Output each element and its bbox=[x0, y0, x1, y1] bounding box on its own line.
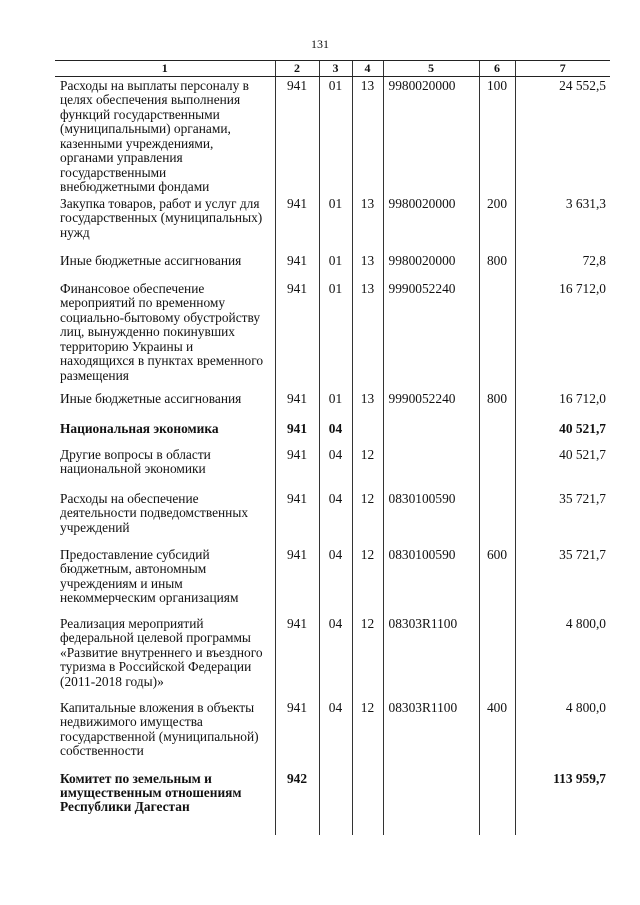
row-expense-type bbox=[479, 770, 515, 835]
row-expense-type: 400 bbox=[479, 699, 515, 770]
row-expense-type bbox=[479, 446, 515, 490]
row-name: Иные бюджетные ассигнования bbox=[60, 252, 242, 268]
row-ministry: 941 bbox=[275, 446, 319, 490]
row-subsection: 13 bbox=[352, 252, 383, 280]
table-row bbox=[55, 770, 610, 835]
row-target: 0830100590 bbox=[383, 490, 479, 546]
row-name: Национальная экономика bbox=[60, 420, 219, 436]
header-col-6: 6 bbox=[479, 61, 515, 77]
row-amount: 35 721,7 bbox=[515, 490, 610, 546]
row-ministry: 941 bbox=[275, 76, 319, 195]
row-amount: 4 800,0 bbox=[515, 615, 610, 699]
table-row bbox=[55, 280, 610, 390]
row-subsection: 12 bbox=[352, 546, 383, 615]
page-number: 131 bbox=[311, 37, 329, 51]
table-row bbox=[55, 195, 610, 252]
row-section bbox=[319, 770, 352, 835]
row-amount: 24 552,5 bbox=[515, 76, 610, 195]
row-amount: 72,8 bbox=[515, 252, 610, 280]
row-name: Капитальные вложения в объекты недвижимого имущества государственной (муниципальной) собственности bbox=[60, 699, 259, 758]
header-col-7: 7 bbox=[515, 61, 610, 77]
row-expense-type bbox=[479, 420, 515, 446]
row-target: 08303R1100 bbox=[383, 699, 479, 770]
row-target bbox=[383, 770, 479, 835]
row-section: 01 bbox=[319, 390, 352, 420]
row-section: 04 bbox=[319, 446, 352, 490]
row-amount: 3 631,3 bbox=[515, 195, 610, 252]
row-ministry: 941 bbox=[275, 420, 319, 446]
row-subsection: 12 bbox=[352, 615, 383, 699]
row-amount: 35 721,7 bbox=[515, 546, 610, 615]
row-amount: 16 712,0 bbox=[515, 280, 610, 390]
row-section: 04 bbox=[319, 420, 352, 446]
row-target: 9980020000 bbox=[383, 252, 479, 280]
table-row bbox=[55, 615, 610, 699]
row-amount: 40 521,7 bbox=[515, 420, 610, 446]
row-expense-type: 800 bbox=[479, 252, 515, 280]
row-subsection: 13 bbox=[352, 76, 383, 195]
table-row bbox=[55, 446, 610, 490]
table-row bbox=[55, 546, 610, 615]
row-ministry: 941 bbox=[275, 252, 319, 280]
row-subsection bbox=[352, 770, 383, 835]
row-name: Финансовое обеспечение мероприятий по временному социально-бытовому обустройству лиц, вынужденно покинувших территорию Украины и находящихся в пунктах временного размещения bbox=[60, 280, 264, 383]
header-col-5: 5 bbox=[383, 61, 479, 77]
table-row bbox=[55, 699, 610, 770]
row-subsection bbox=[352, 420, 383, 446]
row-target bbox=[383, 420, 479, 446]
header-col-2: 2 bbox=[275, 61, 319, 77]
row-expense-type bbox=[479, 490, 515, 546]
row-amount: 113 959,7 bbox=[515, 770, 610, 835]
row-name: Иные бюджетные ассигнования bbox=[60, 390, 242, 406]
row-subsection: 13 bbox=[352, 280, 383, 390]
row-expense-type bbox=[479, 280, 515, 390]
row-name: Реализация мероприятий федеральной целевой программы «Развитие внутреннего и въездного туризма в Российской Федерации (2011-2018 годы)» bbox=[60, 615, 263, 689]
row-section: 04 bbox=[319, 490, 352, 546]
row-ministry: 941 bbox=[275, 546, 319, 615]
header-col-4: 4 bbox=[352, 61, 383, 77]
row-name: Расходы на выплаты персоналу в целях обеспечения выполнения функций государственными (муниципальными) органами, казенными учреждениями, органами управления государственными внебюджетными фондами bbox=[60, 77, 249, 194]
row-ministry: 941 bbox=[275, 280, 319, 390]
row-section: 01 bbox=[319, 252, 352, 280]
row-amount: 40 521,7 bbox=[515, 446, 610, 490]
row-expense-type: 100 bbox=[479, 76, 515, 195]
row-target: 9980020000 bbox=[383, 195, 479, 252]
budget-table bbox=[55, 60, 610, 835]
row-expense-type: 200 bbox=[479, 195, 515, 252]
row-name: Закупка товаров, работ и услуг для государственных (муниципальных) нужд bbox=[60, 195, 263, 240]
row-expense-type bbox=[479, 615, 515, 699]
table-row bbox=[55, 490, 610, 546]
row-name: Расходы на обеспечение деятельности подведомственных учреждений bbox=[60, 490, 249, 535]
row-amount: 16 712,0 bbox=[515, 390, 610, 420]
row-target: 08303R1100 bbox=[383, 615, 479, 699]
row-expense-type: 600 bbox=[479, 546, 515, 615]
row-section: 01 bbox=[319, 280, 352, 390]
row-subsection: 12 bbox=[352, 446, 383, 490]
row-section: 01 bbox=[319, 76, 352, 195]
row-name: Другие вопросы в области национальной экономики bbox=[60, 446, 211, 476]
row-ministry: 941 bbox=[275, 699, 319, 770]
row-ministry: 942 bbox=[275, 770, 319, 835]
header-col-3: 3 bbox=[319, 61, 352, 77]
table-row bbox=[55, 390, 610, 420]
row-expense-type: 800 bbox=[479, 390, 515, 420]
row-ministry: 941 bbox=[275, 490, 319, 546]
row-subsection: 13 bbox=[352, 390, 383, 420]
row-ministry: 941 bbox=[275, 390, 319, 420]
row-target: 9990052240 bbox=[383, 280, 479, 390]
header-col-1: 1 bbox=[55, 61, 275, 77]
row-subsection: 12 bbox=[352, 490, 383, 546]
table-row bbox=[55, 76, 610, 195]
row-target: 0830100590 bbox=[383, 546, 479, 615]
row-name: Комитет по земельным и имущественным отношениям Республики Дагестан bbox=[60, 770, 242, 814]
row-subsection: 13 bbox=[352, 195, 383, 252]
header-row bbox=[55, 61, 610, 77]
row-ministry: 941 bbox=[275, 615, 319, 699]
row-target: 9980020000 bbox=[383, 76, 479, 195]
row-amount: 4 800,0 bbox=[515, 699, 610, 770]
row-section: 04 bbox=[319, 546, 352, 615]
row-section: 04 bbox=[319, 615, 352, 699]
table-row bbox=[55, 252, 610, 280]
row-ministry: 941 bbox=[275, 195, 319, 252]
table-row bbox=[55, 420, 610, 446]
row-section: 01 bbox=[319, 195, 352, 252]
row-name: Предоставление субсидий бюджетным, автономным учреждениям и иным некоммерческим организациям bbox=[60, 546, 239, 605]
row-section: 04 bbox=[319, 699, 352, 770]
row-subsection: 12 bbox=[352, 699, 383, 770]
row-target bbox=[383, 446, 479, 490]
row-target: 9990052240 bbox=[383, 390, 479, 420]
